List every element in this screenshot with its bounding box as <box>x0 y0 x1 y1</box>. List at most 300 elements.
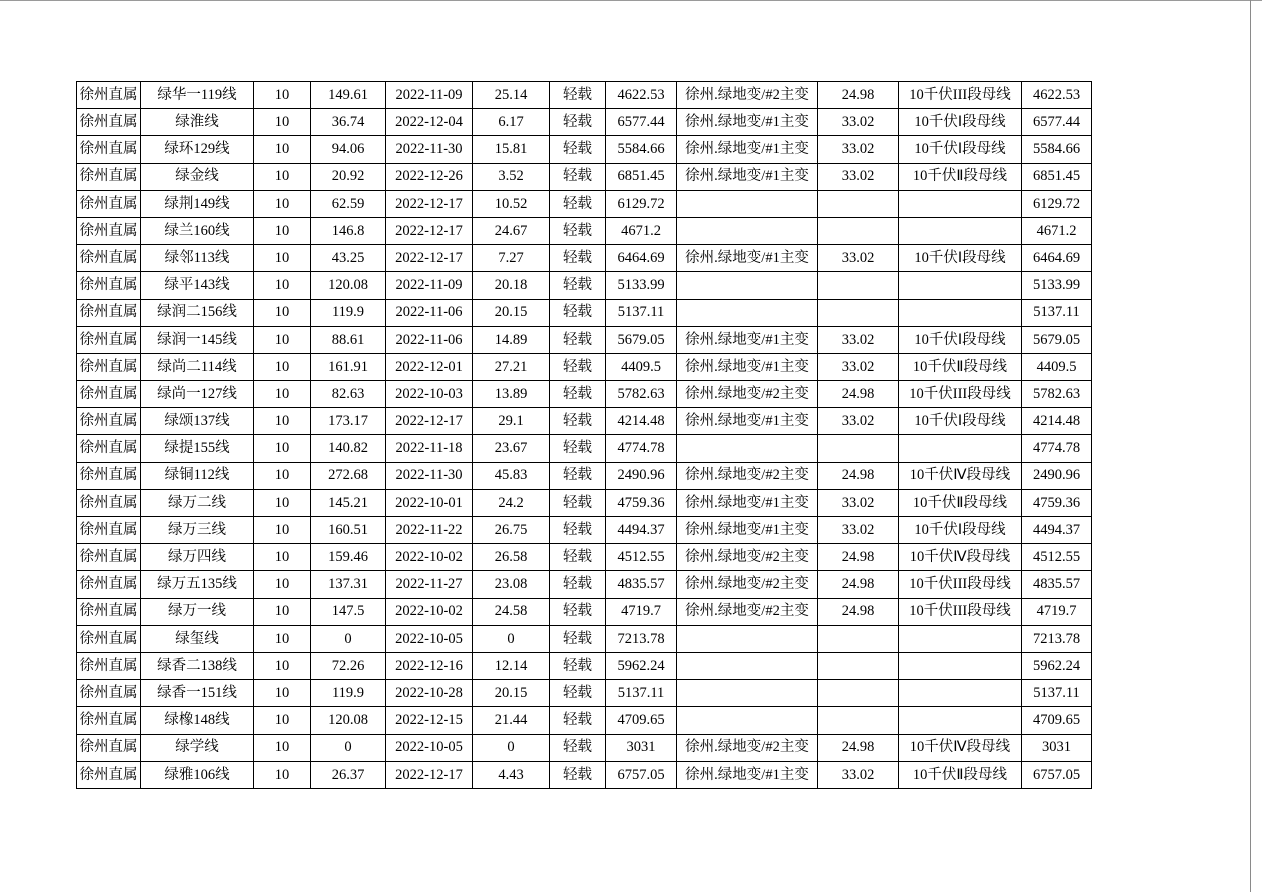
cell-transformer <box>677 680 818 707</box>
cell-date: 2022-12-01 <box>386 353 473 380</box>
cell-busbar: 10千伏Ⅰ段母线 <box>899 517 1022 544</box>
cell-date: 2022-12-17 <box>386 761 473 788</box>
cell-transformer: 徐州.绿地变/#2主变 <box>677 571 818 598</box>
cell-available-capacity: 4409.5 <box>1022 353 1092 380</box>
cell-line-name: 绿香一151线 <box>141 680 254 707</box>
cell-load-status: 轻载 <box>550 435 606 462</box>
cell-busbar: 10千伏III段母线 <box>899 571 1022 598</box>
cell-voltage-level: 10 <box>254 109 311 136</box>
cell-load-rate: 4.43 <box>473 761 550 788</box>
cell-load-rate: 21.44 <box>473 707 550 734</box>
table-row <box>77 571 1092 598</box>
cell-load-status: 轻载 <box>550 163 606 190</box>
cell-transformer: 徐州.绿地变/#2主变 <box>677 462 818 489</box>
cell-load-status: 轻载 <box>550 217 606 244</box>
cell-current: 0 <box>311 625 386 652</box>
cell-current: 161.91 <box>311 353 386 380</box>
cell-available-capacity: 6577.44 <box>1022 109 1092 136</box>
cell-current: 26.37 <box>311 761 386 788</box>
cell-load-status: 轻载 <box>550 109 606 136</box>
cell-current: 36.74 <box>311 109 386 136</box>
cell-transformer: 徐州.绿地变/#1主变 <box>677 326 818 353</box>
cell-load-rate: 3.52 <box>473 163 550 190</box>
cell-load-status: 轻载 <box>550 381 606 408</box>
cell-busbar <box>899 707 1022 734</box>
cell-load-rate: 24.67 <box>473 217 550 244</box>
cell-load-rate: 7.27 <box>473 245 550 272</box>
cell-busbar: 10千伏Ⅳ段母线 <box>899 462 1022 489</box>
cell-date: 2022-12-16 <box>386 652 473 679</box>
cell-transformer-load-rate: 24.98 <box>818 462 899 489</box>
cell-date: 2022-10-05 <box>386 734 473 761</box>
cell-region: 徐州直属 <box>77 734 141 761</box>
cell-current: 272.68 <box>311 462 386 489</box>
table-row <box>77 245 1092 272</box>
cell-current: 88.61 <box>311 326 386 353</box>
cell-load-rate: 24.2 <box>473 489 550 516</box>
table-row <box>77 217 1092 244</box>
table-row <box>77 517 1092 544</box>
cell-load-rate: 6.17 <box>473 109 550 136</box>
cell-current: 147.5 <box>311 598 386 625</box>
cell-load-status: 轻载 <box>550 245 606 272</box>
cell-load-rate: 26.75 <box>473 517 550 544</box>
cell-busbar <box>899 272 1022 299</box>
cell-available-capacity: 5137.11 <box>1022 299 1092 326</box>
cell-voltage-level: 10 <box>254 489 311 516</box>
cell-region: 徐州直属 <box>77 245 141 272</box>
cell-transformer-load-rate: 24.98 <box>818 571 899 598</box>
cell-available-capacity: 4835.57 <box>1022 571 1092 598</box>
cell-capacity: 6464.69 <box>606 245 677 272</box>
cell-voltage-level: 10 <box>254 408 311 435</box>
cell-capacity: 5962.24 <box>606 652 677 679</box>
cell-capacity: 3031 <box>606 734 677 761</box>
cell-region: 徐州直属 <box>77 761 141 788</box>
cell-date: 2022-12-17 <box>386 217 473 244</box>
cell-voltage-level: 10 <box>254 136 311 163</box>
cell-region: 徐州直属 <box>77 82 141 109</box>
cell-line-name: 绿润一145线 <box>141 326 254 353</box>
cell-region: 徐州直属 <box>77 680 141 707</box>
cell-date: 2022-10-28 <box>386 680 473 707</box>
cell-voltage-level: 10 <box>254 381 311 408</box>
cell-transformer-load-rate: 33.02 <box>818 136 899 163</box>
cell-current: 62.59 <box>311 190 386 217</box>
cell-busbar: 10千伏Ⅰ段母线 <box>899 326 1022 353</box>
cell-busbar: 10千伏Ⅱ段母线 <box>899 761 1022 788</box>
cell-current: 43.25 <box>311 245 386 272</box>
cell-date: 2022-12-17 <box>386 408 473 435</box>
cell-transformer-load-rate <box>818 707 899 734</box>
table-row <box>77 707 1092 734</box>
table-row <box>77 652 1092 679</box>
cell-voltage-level: 10 <box>254 680 311 707</box>
cell-voltage-level: 10 <box>254 571 311 598</box>
cell-available-capacity: 3031 <box>1022 734 1092 761</box>
cell-transformer-load-rate: 24.98 <box>818 598 899 625</box>
cell-date: 2022-11-30 <box>386 462 473 489</box>
cell-load-rate: 12.14 <box>473 652 550 679</box>
cell-region: 徐州直属 <box>77 353 141 380</box>
cell-region: 徐州直属 <box>77 625 141 652</box>
cell-current: 119.9 <box>311 680 386 707</box>
cell-load-status: 轻载 <box>550 136 606 163</box>
cell-voltage-level: 10 <box>254 517 311 544</box>
cell-current: 119.9 <box>311 299 386 326</box>
cell-load-status: 轻载 <box>550 544 606 571</box>
cell-busbar: 10千伏Ⅱ段母线 <box>899 163 1022 190</box>
cell-transformer: 徐州.绿地变/#1主变 <box>677 408 818 435</box>
table-row <box>77 761 1092 788</box>
cell-transformer-load-rate: 33.02 <box>818 517 899 544</box>
table-row <box>77 734 1092 761</box>
cell-capacity: 2490.96 <box>606 462 677 489</box>
table-row <box>77 190 1092 217</box>
cell-transformer: 徐州.绿地变/#1主变 <box>677 136 818 163</box>
cell-capacity: 4774.78 <box>606 435 677 462</box>
cell-current: 120.08 <box>311 272 386 299</box>
cell-transformer <box>677 272 818 299</box>
cell-load-status: 轻载 <box>550 353 606 380</box>
cell-capacity: 4759.36 <box>606 489 677 516</box>
cell-available-capacity: 5679.05 <box>1022 326 1092 353</box>
cell-line-name: 绿颂137线 <box>141 408 254 435</box>
cell-load-rate: 25.14 <box>473 82 550 109</box>
cell-transformer-load-rate <box>818 217 899 244</box>
cell-busbar <box>899 435 1022 462</box>
cell-load-status: 轻载 <box>550 761 606 788</box>
cell-current: 146.8 <box>311 217 386 244</box>
cell-capacity: 6129.72 <box>606 190 677 217</box>
cell-transformer-load-rate: 33.02 <box>818 408 899 435</box>
cell-transformer-load-rate <box>818 680 899 707</box>
cell-available-capacity: 4719.7 <box>1022 598 1092 625</box>
cell-capacity: 4214.48 <box>606 408 677 435</box>
table-row <box>77 544 1092 571</box>
cell-region: 徐州直属 <box>77 571 141 598</box>
cell-date: 2022-11-09 <box>386 82 473 109</box>
cell-transformer: 徐州.绿地变/#1主变 <box>677 517 818 544</box>
table-row <box>77 353 1092 380</box>
table-row <box>77 408 1092 435</box>
table-row <box>77 272 1092 299</box>
table-row <box>77 326 1092 353</box>
cell-load-status: 轻载 <box>550 652 606 679</box>
cell-line-name: 绿尚一127线 <box>141 381 254 408</box>
cell-line-name: 绿淮线 <box>141 109 254 136</box>
cell-region: 徐州直属 <box>77 435 141 462</box>
cell-transformer-load-rate: 24.98 <box>818 381 899 408</box>
cell-transformer: 徐州.绿地变/#2主变 <box>677 82 818 109</box>
cell-busbar: 10千伏Ⅳ段母线 <box>899 734 1022 761</box>
cell-available-capacity: 6129.72 <box>1022 190 1092 217</box>
cell-load-rate: 0 <box>473 625 550 652</box>
cell-available-capacity: 6851.45 <box>1022 163 1092 190</box>
cell-voltage-level: 10 <box>254 190 311 217</box>
cell-date: 2022-11-30 <box>386 136 473 163</box>
cell-date: 2022-11-06 <box>386 326 473 353</box>
table-row <box>77 163 1092 190</box>
cell-available-capacity: 2490.96 <box>1022 462 1092 489</box>
table-row <box>77 625 1092 652</box>
cell-capacity: 5679.05 <box>606 326 677 353</box>
cell-voltage-level: 10 <box>254 462 311 489</box>
cell-busbar: 10千伏III段母线 <box>899 598 1022 625</box>
cell-transformer-load-rate: 33.02 <box>818 761 899 788</box>
cell-busbar: 10千伏Ⅳ段母线 <box>899 544 1022 571</box>
cell-date: 2022-12-17 <box>386 190 473 217</box>
cell-region: 徐州直属 <box>77 272 141 299</box>
cell-region: 徐州直属 <box>77 190 141 217</box>
cell-region: 徐州直属 <box>77 326 141 353</box>
cell-transformer <box>677 217 818 244</box>
cell-capacity: 4409.5 <box>606 353 677 380</box>
cell-load-status: 轻载 <box>550 272 606 299</box>
cell-line-name: 绿金线 <box>141 163 254 190</box>
cell-capacity: 6757.05 <box>606 761 677 788</box>
cell-busbar: 10千伏Ⅰ段母线 <box>899 245 1022 272</box>
cell-voltage-level: 10 <box>254 707 311 734</box>
cell-transformer-load-rate: 24.98 <box>818 734 899 761</box>
cell-line-name: 绿兰160线 <box>141 217 254 244</box>
cell-transformer-load-rate: 33.02 <box>818 489 899 516</box>
cell-region: 徐州直属 <box>77 517 141 544</box>
cell-transformer: 徐州.绿地变/#2主变 <box>677 544 818 571</box>
cell-current: 145.21 <box>311 489 386 516</box>
cell-capacity: 5584.66 <box>606 136 677 163</box>
cell-line-name: 绿提155线 <box>141 435 254 462</box>
cell-capacity: 6577.44 <box>606 109 677 136</box>
cell-available-capacity: 7213.78 <box>1022 625 1092 652</box>
cell-voltage-level: 10 <box>254 435 311 462</box>
cell-line-name: 绿尚二114线 <box>141 353 254 380</box>
cell-transformer: 徐州.绿地变/#2主变 <box>677 381 818 408</box>
cell-line-name: 绿润二156线 <box>141 299 254 326</box>
cell-current: 140.82 <box>311 435 386 462</box>
cell-current: 20.92 <box>311 163 386 190</box>
cell-load-status: 轻载 <box>550 299 606 326</box>
cell-available-capacity: 4494.37 <box>1022 517 1092 544</box>
data-table-body <box>77 82 1092 789</box>
cell-line-name: 绿万四线 <box>141 544 254 571</box>
cell-transformer: 徐州.绿地变/#1主变 <box>677 245 818 272</box>
cell-line-name: 绿香二138线 <box>141 652 254 679</box>
cell-region: 徐州直属 <box>77 462 141 489</box>
cell-voltage-level: 10 <box>254 652 311 679</box>
table-row <box>77 435 1092 462</box>
cell-line-name: 绿橡148线 <box>141 707 254 734</box>
cell-busbar <box>899 190 1022 217</box>
cell-voltage-level: 10 <box>254 163 311 190</box>
cell-load-rate: 14.89 <box>473 326 550 353</box>
cell-region: 徐州直属 <box>77 136 141 163</box>
cell-voltage-level: 10 <box>254 353 311 380</box>
cell-busbar: 10千伏Ⅰ段母线 <box>899 408 1022 435</box>
cell-available-capacity: 4622.53 <box>1022 82 1092 109</box>
cell-voltage-level: 10 <box>254 761 311 788</box>
cell-load-rate: 20.18 <box>473 272 550 299</box>
cell-transformer-load-rate: 33.02 <box>818 109 899 136</box>
cell-load-status: 轻载 <box>550 734 606 761</box>
table-row <box>77 136 1092 163</box>
cell-line-name: 绿学线 <box>141 734 254 761</box>
cell-busbar <box>899 217 1022 244</box>
cell-transformer: 徐州.绿地变/#1主变 <box>677 489 818 516</box>
cell-load-status: 轻载 <box>550 571 606 598</box>
cell-region: 徐州直属 <box>77 109 141 136</box>
cell-voltage-level: 10 <box>254 217 311 244</box>
cell-region: 徐州直属 <box>77 544 141 571</box>
cell-region: 徐州直属 <box>77 489 141 516</box>
cell-capacity: 7213.78 <box>606 625 677 652</box>
cell-date: 2022-10-01 <box>386 489 473 516</box>
cell-voltage-level: 10 <box>254 625 311 652</box>
cell-region: 徐州直属 <box>77 381 141 408</box>
cell-available-capacity: 6464.69 <box>1022 245 1092 272</box>
cell-current: 160.51 <box>311 517 386 544</box>
cell-voltage-level: 10 <box>254 245 311 272</box>
cell-transformer <box>677 652 818 679</box>
cell-busbar <box>899 299 1022 326</box>
cell-date: 2022-12-17 <box>386 245 473 272</box>
cell-capacity: 4494.37 <box>606 517 677 544</box>
cell-available-capacity: 6757.05 <box>1022 761 1092 788</box>
cell-capacity: 4835.57 <box>606 571 677 598</box>
cell-region: 徐州直属 <box>77 707 141 734</box>
cell-load-rate: 23.08 <box>473 571 550 598</box>
cell-load-rate: 0 <box>473 734 550 761</box>
cell-date: 2022-11-18 <box>386 435 473 462</box>
cell-transformer-load-rate <box>818 625 899 652</box>
cell-available-capacity: 4671.2 <box>1022 217 1092 244</box>
table-row <box>77 462 1092 489</box>
cell-load-rate: 29.1 <box>473 408 550 435</box>
cell-available-capacity: 4774.78 <box>1022 435 1092 462</box>
cell-transformer: 徐州.绿地变/#1主变 <box>677 353 818 380</box>
cell-available-capacity: 4709.65 <box>1022 707 1092 734</box>
cell-current: 173.17 <box>311 408 386 435</box>
cell-transformer: 徐州.绿地变/#1主变 <box>677 761 818 788</box>
cell-current: 149.61 <box>311 82 386 109</box>
cell-load-rate: 23.67 <box>473 435 550 462</box>
cell-busbar: 10千伏Ⅱ段母线 <box>899 489 1022 516</box>
cell-transformer-load-rate: 24.98 <box>818 544 899 571</box>
cell-region: 徐州直属 <box>77 652 141 679</box>
cell-busbar: 10千伏Ⅱ段母线 <box>899 353 1022 380</box>
cell-transformer <box>677 435 818 462</box>
cell-line-name: 绿万五135线 <box>141 571 254 598</box>
table-row <box>77 680 1092 707</box>
cell-available-capacity: 5782.63 <box>1022 381 1092 408</box>
cell-busbar: 10千伏III段母线 <box>899 82 1022 109</box>
cell-capacity: 6851.45 <box>606 163 677 190</box>
cell-available-capacity: 4759.36 <box>1022 489 1092 516</box>
cell-busbar: 10千伏Ⅰ段母线 <box>899 109 1022 136</box>
cell-capacity: 4709.65 <box>606 707 677 734</box>
cell-busbar <box>899 625 1022 652</box>
cell-load-status: 轻载 <box>550 517 606 544</box>
cell-region: 徐州直属 <box>77 299 141 326</box>
cell-voltage-level: 10 <box>254 272 311 299</box>
cell-load-status: 轻载 <box>550 598 606 625</box>
cell-date: 2022-11-27 <box>386 571 473 598</box>
cell-busbar <box>899 680 1022 707</box>
cell-line-name: 绿平143线 <box>141 272 254 299</box>
cell-voltage-level: 10 <box>254 299 311 326</box>
cell-region: 徐州直属 <box>77 598 141 625</box>
cell-transformer <box>677 707 818 734</box>
cell-load-status: 轻载 <box>550 680 606 707</box>
cell-region: 徐州直属 <box>77 408 141 435</box>
cell-available-capacity: 4512.55 <box>1022 544 1092 571</box>
cell-transformer-load-rate <box>818 435 899 462</box>
cell-capacity: 4671.2 <box>606 217 677 244</box>
cell-date: 2022-10-03 <box>386 381 473 408</box>
cell-voltage-level: 10 <box>254 598 311 625</box>
data-table <box>76 81 1092 789</box>
cell-capacity: 5133.99 <box>606 272 677 299</box>
cell-available-capacity: 5133.99 <box>1022 272 1092 299</box>
cell-date: 2022-11-06 <box>386 299 473 326</box>
cell-transformer: 徐州.绿地变/#1主变 <box>677 163 818 190</box>
table-row <box>77 82 1092 109</box>
cell-line-name: 绿华一119线 <box>141 82 254 109</box>
cell-current: 0 <box>311 734 386 761</box>
cell-load-rate: 26.58 <box>473 544 550 571</box>
page-border-right <box>1250 0 1251 892</box>
cell-line-name: 绿万三线 <box>141 517 254 544</box>
cell-transformer-load-rate: 24.98 <box>818 82 899 109</box>
table-row <box>77 381 1092 408</box>
cell-line-name: 绿邻113线 <box>141 245 254 272</box>
cell-load-status: 轻载 <box>550 625 606 652</box>
cell-current: 94.06 <box>311 136 386 163</box>
cell-transformer <box>677 625 818 652</box>
cell-current: 159.46 <box>311 544 386 571</box>
cell-transformer-load-rate <box>818 652 899 679</box>
cell-date: 2022-10-02 <box>386 598 473 625</box>
cell-available-capacity: 5962.24 <box>1022 652 1092 679</box>
cell-voltage-level: 10 <box>254 82 311 109</box>
cell-available-capacity: 4214.48 <box>1022 408 1092 435</box>
table-row <box>77 299 1092 326</box>
cell-date: 2022-11-09 <box>386 272 473 299</box>
cell-date: 2022-11-22 <box>386 517 473 544</box>
cell-region: 徐州直属 <box>77 163 141 190</box>
cell-date: 2022-12-15 <box>386 707 473 734</box>
table-row <box>77 109 1092 136</box>
cell-busbar: 10千伏III段母线 <box>899 381 1022 408</box>
cell-line-name: 绿万一线 <box>141 598 254 625</box>
cell-line-name: 绿雅106线 <box>141 761 254 788</box>
cell-load-rate: 20.15 <box>473 299 550 326</box>
cell-busbar <box>899 652 1022 679</box>
cell-date: 2022-10-02 <box>386 544 473 571</box>
cell-load-rate: 24.58 <box>473 598 550 625</box>
cell-load-status: 轻载 <box>550 489 606 516</box>
cell-busbar: 10千伏Ⅰ段母线 <box>899 136 1022 163</box>
cell-load-rate: 10.52 <box>473 190 550 217</box>
cell-load-status: 轻载 <box>550 190 606 217</box>
cell-load-rate: 20.15 <box>473 680 550 707</box>
cell-load-rate: 45.83 <box>473 462 550 489</box>
cell-transformer-load-rate: 33.02 <box>818 326 899 353</box>
cell-capacity: 5137.11 <box>606 680 677 707</box>
cell-line-name: 绿环129线 <box>141 136 254 163</box>
cell-available-capacity: 5584.66 <box>1022 136 1092 163</box>
cell-load-status: 轻载 <box>550 326 606 353</box>
